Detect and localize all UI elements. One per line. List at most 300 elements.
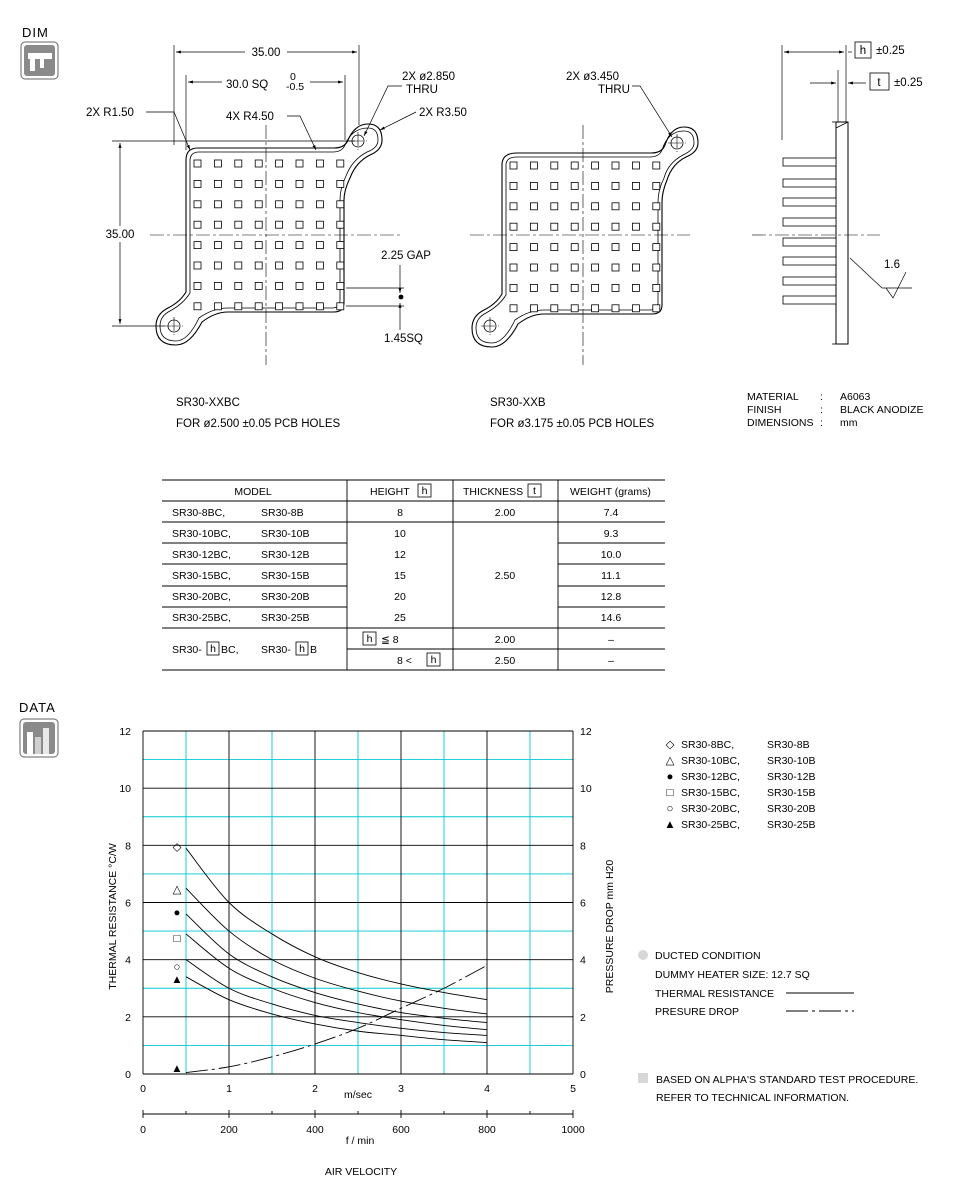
pin [235, 282, 242, 289]
table-row [172, 549, 621, 561]
pin [571, 223, 578, 230]
pin [592, 305, 599, 312]
x-tick-label: 5 [570, 1083, 576, 1095]
thermal-chart [107, 726, 616, 1178]
generic-bc-suffix: BC, [221, 644, 239, 656]
pin [571, 284, 578, 291]
pin [612, 223, 619, 230]
pin [194, 242, 201, 249]
x-tick-label: 2 [312, 1083, 318, 1095]
series-marker: △ [172, 884, 182, 897]
cell-weight: 11.1 [601, 570, 621, 582]
pin [530, 244, 537, 251]
fin [783, 238, 836, 246]
pin [276, 160, 283, 167]
cell-weight: – [608, 634, 614, 646]
pin [612, 162, 619, 169]
y-tick-label: 0 [125, 1069, 131, 1081]
pin [214, 160, 221, 167]
pin [214, 242, 221, 249]
pin [276, 242, 283, 249]
bar-chart-icon [20, 719, 58, 757]
pin [571, 305, 578, 312]
cell-height: 10 [394, 528, 406, 540]
dim-section-title: DIM [22, 25, 49, 40]
variant-bc-desc: FOR ø2.500 ±0.05 PCB HOLES [176, 418, 341, 430]
pin [551, 203, 558, 210]
pin [316, 201, 323, 208]
data-section [19, 700, 918, 1178]
cell-model-b: SR30-25B [261, 612, 310, 624]
pin [194, 180, 201, 187]
pin [551, 264, 558, 271]
pin [296, 201, 303, 208]
pin [276, 221, 283, 228]
variant-bc-name: SR30-XXBC [176, 397, 240, 409]
legend-marker: ○ [666, 803, 674, 815]
pin [612, 203, 619, 210]
front-view-bc [150, 124, 400, 365]
side-view [752, 42, 923, 344]
thermal-resistance-curve [186, 888, 487, 1014]
legend-label: SR30-15BC, [681, 787, 740, 799]
col-weight: WEIGHT (grams) [570, 486, 651, 498]
series-marker: ▲ [171, 974, 183, 987]
pin [276, 201, 283, 208]
label-hole-b: 2X ø3.450 [566, 71, 620, 83]
legend-marker: △ [665, 755, 675, 767]
spec-key: MATERIAL [747, 391, 799, 403]
t-tolerance: ±0.25 [894, 77, 923, 89]
pin [214, 282, 221, 289]
pin [653, 182, 660, 189]
surface-finish: 1.6 [884, 259, 900, 271]
pin [337, 262, 344, 269]
y-tick-label-right: 12 [580, 726, 592, 738]
data-section-title: DATA [19, 700, 56, 715]
note-heater: DUMMY HEATER SIZE: 12.7 SQ [655, 969, 810, 981]
box-h-label: h [859, 45, 867, 57]
pin [632, 162, 639, 169]
cond1: ≦ 8 [381, 634, 399, 646]
variant-b-desc: FOR ø3.175 ±0.05 PCB HOLES [490, 418, 655, 430]
cell-model-b: SR30-15B [261, 570, 310, 582]
pin [612, 244, 619, 251]
cell-weight: 9.3 [603, 528, 619, 540]
pin [214, 201, 221, 208]
legend-label: SR30-8BC, [681, 739, 735, 751]
series-marker: ● [173, 907, 181, 920]
x-unit-msec: m/sec [343, 1089, 373, 1101]
pin [276, 262, 283, 269]
side-view-fins [783, 158, 836, 304]
cell-height: 15 [394, 570, 406, 582]
pin [214, 262, 221, 269]
cell-weight: 10.0 [600, 549, 622, 561]
thermal-resistance-curve [186, 960, 487, 1036]
pin [214, 221, 221, 228]
pin [510, 182, 517, 189]
pin [510, 244, 517, 251]
pin [194, 221, 201, 228]
legend-label: SR30-15B [767, 787, 816, 799]
pin [194, 282, 201, 289]
pin [612, 182, 619, 189]
spec-key: DIMENSIONS [747, 417, 814, 429]
col-height: HEIGHT [370, 486, 410, 498]
table-row [172, 507, 618, 519]
cell-model-b: SR30-20B [261, 591, 310, 603]
model-table [162, 480, 665, 670]
dim-inner-tol-upper: 0 [290, 71, 296, 83]
table-row-generic [172, 632, 614, 667]
x-unit-fpm: f / min [345, 1135, 375, 1147]
cell-weight: 7.4 [603, 507, 619, 519]
legend-label: SR30-25BC, [681, 819, 740, 831]
pin [612, 305, 619, 312]
pin [612, 264, 619, 271]
pin [255, 221, 262, 228]
spec-value: BLACK ANODIZE [840, 404, 924, 416]
pin [653, 305, 660, 312]
cell-height: 12 [394, 549, 406, 561]
pin [337, 201, 344, 208]
pin [235, 180, 242, 187]
pin [296, 180, 303, 187]
fin [783, 277, 836, 285]
generic-b-prefix: SR30- [261, 644, 291, 656]
pin [296, 303, 303, 310]
thermal-resistance-curve [186, 914, 487, 1023]
label-gap: 2.25 GAP [381, 250, 431, 262]
pin [214, 303, 221, 310]
pin [592, 223, 599, 230]
pin-grid-b [510, 162, 660, 312]
pin [235, 242, 242, 249]
pin [255, 262, 262, 269]
pin [316, 180, 323, 187]
generic-b-suffix: B [310, 644, 318, 656]
pin [592, 203, 599, 210]
pin [194, 201, 201, 208]
table-row [172, 570, 621, 582]
cell-model-b: SR30-10B [261, 528, 310, 540]
pin [337, 180, 344, 187]
cell-model-bc: SR30-8BC, [172, 507, 226, 519]
pin [337, 160, 344, 167]
pin [276, 180, 283, 187]
spec-value: A6063 [840, 391, 871, 403]
cell-height: 20 [394, 591, 406, 603]
pin [194, 262, 201, 269]
pin [530, 203, 537, 210]
y-tick-label-right: 4 [580, 954, 586, 967]
fin [783, 257, 836, 265]
cell-model-bc: SR30-20BC, [172, 591, 231, 603]
pin [571, 244, 578, 251]
pin [510, 203, 517, 210]
fpm-tick-label: 600 [392, 1124, 410, 1136]
table-row [172, 612, 621, 624]
label-pin-sq: 1.45SQ [384, 333, 423, 345]
fin [783, 158, 836, 166]
pin [510, 162, 517, 169]
pin [530, 305, 537, 312]
material-specs [747, 391, 923, 429]
cond2: 8 < [397, 655, 412, 667]
dim-inner-tol-lower: -0.5 [286, 81, 305, 93]
fin [783, 179, 836, 187]
cell-model-bc: SR30-12BC, [172, 549, 231, 561]
pin [592, 162, 599, 169]
variant-b-name: SR30-XXB [490, 397, 546, 409]
label-thru-a: THRU [406, 84, 438, 96]
legend-marker: □ [666, 787, 674, 799]
pin [551, 284, 558, 291]
pin [235, 201, 242, 208]
legend-label: SR30-20BC, [681, 803, 740, 815]
legend-label: SR30-25B [767, 819, 816, 831]
series-marker: ▲ [171, 1062, 183, 1075]
pin [551, 182, 558, 189]
pin [632, 305, 639, 312]
pin [276, 282, 283, 289]
y-tick-label-right: 10 [580, 783, 592, 796]
front-view-b [470, 71, 698, 365]
cell-model-bc: SR30-15BC, [172, 570, 231, 582]
pin [530, 162, 537, 169]
chart-legend [664, 739, 815, 831]
legend-label: SR30-8B [767, 739, 810, 751]
label-thru-b: THRU [598, 84, 630, 96]
pin [510, 223, 517, 230]
cell-model-b: SR30-8B [261, 507, 304, 519]
pin [255, 160, 262, 167]
x-tick-label: 0 [140, 1083, 146, 1095]
pin [612, 284, 619, 291]
pin [530, 264, 537, 271]
pin [255, 242, 262, 249]
y-tick-label: 2 [125, 1011, 131, 1024]
pin [571, 203, 578, 210]
fpm-tick-label: 400 [306, 1124, 324, 1136]
pin [316, 262, 323, 269]
pin [632, 223, 639, 230]
pin [296, 242, 303, 249]
pin [235, 160, 242, 167]
spec-sep: : [820, 417, 823, 429]
pin [551, 162, 558, 169]
fin [783, 198, 836, 206]
pin [653, 223, 660, 230]
cell-weight: 14.6 [600, 612, 622, 624]
pin [510, 305, 517, 312]
y-axis-label-right: PRESSURE DROP mm H20 [604, 859, 616, 994]
cell-thickness: 2.50 [494, 570, 516, 582]
label-r350: 2X R3.50 [419, 107, 467, 119]
note-ducted: DUCTED CONDITION [655, 950, 761, 962]
series-marker: □ [173, 932, 181, 945]
thermal-resistance-curve [186, 848, 487, 999]
pin [653, 264, 660, 271]
pin [551, 244, 558, 251]
pin [235, 221, 242, 228]
y-tick-label-right: 6 [580, 897, 586, 910]
pin [551, 305, 558, 312]
legend-marker: ◇ [665, 739, 675, 751]
pin [316, 242, 323, 249]
spec-sep: : [820, 391, 823, 403]
dim-height: 35.00 [105, 229, 135, 241]
generic-bc-box: h [210, 643, 216, 655]
pin [337, 221, 344, 228]
note-based1: BASED ON ALPHA'S STANDARD TEST PROCEDURE. [656, 1074, 919, 1086]
dim-inner-sq: 30.0 SQ [226, 79, 269, 91]
fpm-tick-label: 200 [220, 1124, 238, 1136]
y-tick-label: 6 [125, 897, 131, 910]
y-tick-label: 8 [125, 840, 131, 853]
legend-marker: ▲ [664, 819, 676, 831]
generic-b-box: h [299, 643, 305, 655]
pin [632, 284, 639, 291]
pin [571, 162, 578, 169]
pin [592, 182, 599, 189]
pin [255, 303, 262, 310]
pin [296, 282, 303, 289]
pin [316, 221, 323, 228]
note-pressure: PRESURE DROP [655, 1006, 740, 1018]
pin [296, 160, 303, 167]
cond1-box: h [366, 633, 373, 645]
pin [653, 284, 660, 291]
spec-value: mm [840, 417, 858, 429]
cond2-box: h [430, 654, 437, 666]
pin [592, 284, 599, 291]
cell-weight: 12.8 [600, 591, 622, 603]
spec-key: FINISH [747, 404, 782, 416]
col-thickness-box: t [533, 485, 536, 497]
x-tick-label: 1 [226, 1083, 232, 1095]
pin [551, 223, 558, 230]
table-row [172, 528, 618, 540]
legend-marker: ● [666, 771, 674, 783]
pin [316, 160, 323, 167]
ducted-dot-icon [638, 950, 648, 960]
pin [337, 242, 344, 249]
x-axis-label: AIR VELOCITY [324, 1166, 398, 1178]
chart-notes [638, 950, 918, 1104]
pin [571, 182, 578, 189]
pin [316, 303, 323, 310]
cell-thickness: 2.50 [494, 655, 516, 667]
pin [296, 221, 303, 228]
pin [337, 282, 344, 289]
pin [632, 182, 639, 189]
cell-model-b: SR30-12B [261, 549, 310, 561]
cell-height: 25 [394, 612, 406, 624]
legend-label: SR30-12B [767, 771, 816, 783]
col-thickness: THICKNESS [463, 486, 524, 498]
test-square-icon [638, 1073, 648, 1083]
cell-model-bc: SR30-10BC, [172, 528, 231, 540]
cell-weight: – [608, 655, 614, 667]
legend-label: SR30-12BC, [681, 771, 740, 783]
pin [653, 162, 660, 169]
y-tick-label: 12 [119, 726, 131, 738]
dim-width: 35.00 [251, 47, 281, 59]
x-tick-label: 3 [398, 1083, 404, 1095]
fpm-tick-label: 1000 [561, 1124, 585, 1136]
cell-thickness: 2.00 [494, 507, 516, 519]
fpm-tick-label: 800 [478, 1124, 496, 1136]
cell-height: 8 [397, 507, 403, 519]
label-r150: 2X R1.50 [86, 107, 134, 119]
pin [337, 303, 344, 310]
pin [653, 244, 660, 251]
pin [653, 203, 660, 210]
pin [510, 264, 517, 271]
box-t-label: t [877, 77, 881, 89]
series-marker: ◇ [172, 841, 182, 854]
pin [592, 244, 599, 251]
pin [530, 284, 537, 291]
pin [510, 284, 517, 291]
note-thermal: THERMAL RESISTANCE [655, 988, 775, 1000]
pin [235, 262, 242, 269]
pin [235, 303, 242, 310]
pin [255, 282, 262, 289]
pin [316, 282, 323, 289]
pin [255, 201, 262, 208]
fin [783, 296, 836, 304]
pin [276, 303, 283, 310]
series-marker: ○ [173, 961, 181, 974]
y-axis-label-left: THERMAL RESISTANCE °C/W [107, 843, 119, 990]
dim-section [21, 25, 923, 430]
pin [194, 160, 201, 167]
legend-label: SR30-10B [767, 755, 816, 767]
y-tick-label-right: 0 [580, 1069, 586, 1081]
cell-thickness: 2.00 [494, 634, 516, 646]
label-hole-a: 2X ø2.850 [402, 71, 456, 83]
pin [530, 223, 537, 230]
cell-model-bc: SR30-25BC, [172, 612, 231, 624]
fin [783, 218, 836, 226]
fpm-tick-label: 0 [140, 1124, 146, 1136]
pin [194, 303, 201, 310]
spec-sep: : [820, 404, 823, 416]
note-based2: REFER TO TECHNICAL INFORMATION. [656, 1092, 850, 1104]
y-tick-label: 10 [119, 783, 131, 796]
col-model: MODEL [234, 486, 272, 498]
table-row [172, 591, 621, 603]
x-tick-label: 4 [484, 1083, 490, 1095]
pin [571, 264, 578, 271]
legend-label: SR30-10BC, [681, 755, 740, 767]
pin [530, 182, 537, 189]
thermal-resistance-curve [186, 934, 487, 1030]
pin [592, 264, 599, 271]
pin [632, 244, 639, 251]
pin [632, 203, 639, 210]
pin [214, 180, 221, 187]
caliper-icon [21, 42, 58, 79]
legend-label: SR30-20B [767, 803, 816, 815]
col-height-box: h [421, 485, 428, 497]
variant-descriptions [176, 397, 655, 430]
y-tick-label-right: 8 [580, 840, 586, 853]
pin [632, 264, 639, 271]
